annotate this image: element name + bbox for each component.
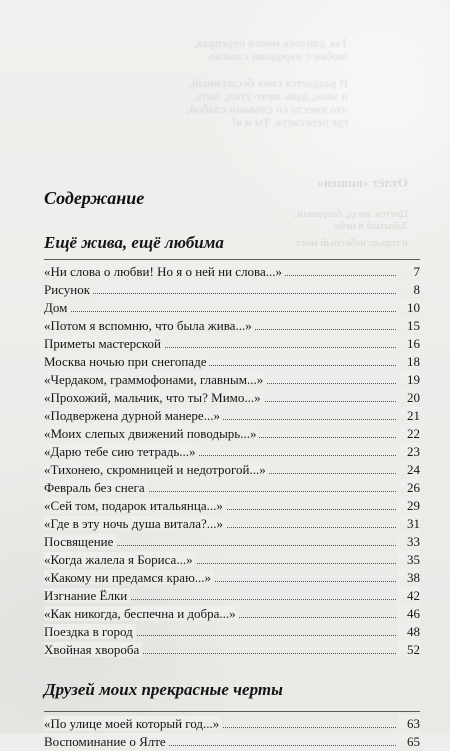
toc-entry[interactable] <box>44 425 420 443</box>
toc-entry[interactable] <box>44 281 420 299</box>
toc-entry[interactable] <box>44 407 420 425</box>
entry-title: «По улице моей который год...» <box>44 716 222 731</box>
bleedthrough-heading-image: Отлёт «вишен» <box>317 175 408 190</box>
page-number: 65 <box>398 733 420 751</box>
section-rule <box>44 711 420 712</box>
entry-title: Хвойная хворобa <box>44 642 142 657</box>
table-of-contents <box>44 174 420 751</box>
page-number: 31 <box>398 515 420 533</box>
dot-leader <box>44 311 396 312</box>
toc-entry[interactable] <box>44 515 420 533</box>
page-number: 21 <box>398 407 420 425</box>
entry-title: «Когда жалела я Бориса...» <box>44 552 196 567</box>
toc-entry[interactable] <box>44 263 420 281</box>
page-number: 22 <box>398 425 420 443</box>
page-number: 46 <box>398 605 420 623</box>
entry-title: Дом <box>44 300 70 315</box>
entry-title: «Как никогда, беспечна и добра...» <box>44 606 239 621</box>
page-number: 35 <box>398 551 420 569</box>
toc-entry[interactable] <box>44 641 420 659</box>
section-title: Ещё жива, ещё любима <box>44 233 224 253</box>
entry-title: Приметы мастерской <box>44 336 164 351</box>
section-alive-still-loved <box>44 232 420 659</box>
toc-entry[interactable] <box>44 299 420 317</box>
page-number: 38 <box>398 569 420 587</box>
toc-entry[interactable] <box>44 353 420 371</box>
section-title: Друзей моих прекрасные черты <box>44 680 283 700</box>
dot-leader <box>44 293 396 294</box>
toc-entry[interactable] <box>44 317 420 335</box>
page-number: 16 <box>398 335 420 353</box>
entry-title: «Подвержена дурной манере...» <box>44 408 223 423</box>
toc-entry[interactable] <box>44 371 420 389</box>
toc-entry[interactable] <box>44 569 420 587</box>
toc-entry[interactable] <box>44 335 420 353</box>
entry-title: «Сей том, подарок итальянца...» <box>44 498 226 513</box>
page-number: 48 <box>398 623 420 641</box>
toc-entry-list <box>44 263 420 659</box>
entry-title: Рисунок <box>44 282 93 297</box>
entry-title: «Дарю тебе сию тетрадь...» <box>44 444 199 459</box>
entry-title: «Потом я вспомню, что была жива...» <box>44 318 255 333</box>
entry-title: Изгнание Ёлки <box>44 588 130 603</box>
page-number: 63 <box>398 715 420 733</box>
page-number: 42 <box>398 587 420 605</box>
toc-entry[interactable] <box>44 533 420 551</box>
toc-entry[interactable] <box>44 443 420 461</box>
toc-entry-list <box>44 715 420 751</box>
section-friends-features <box>44 679 420 751</box>
toc-entry[interactable] <box>44 587 420 605</box>
entry-title: «Моих слепых движений поводырь...» <box>44 426 259 441</box>
entry-title: «Какому ни предамся краю...» <box>44 570 214 585</box>
page-number: 29 <box>398 497 420 515</box>
toc-entry[interactable] <box>44 715 420 733</box>
toc-entry[interactable] <box>44 733 420 751</box>
entry-title: Поездка в город <box>44 624 136 639</box>
page-number: 19 <box>398 371 420 389</box>
page-number: 8 <box>398 281 420 299</box>
toc-entry[interactable] <box>44 605 420 623</box>
entry-title: «Прохожий, мальчик, что ты? Мимо...» <box>44 390 264 405</box>
entry-title: Февраль без снега <box>44 480 148 495</box>
page-number: 20 <box>398 389 420 407</box>
section-rule <box>44 259 420 260</box>
bleedthrough-poem-image: Так длилось много переправ, любви с народами сложно. И раздается смех бесшумный, и звон, дань мечт-утил, быть, что вместо со словами слабой, где пересвета. Ты и я! <box>186 36 348 129</box>
entry-title: «Ни слова о любви! Но я о ней ни слова...» <box>44 264 285 279</box>
page-number: 33 <box>398 533 420 551</box>
contents-heading: Содержание <box>44 188 145 209</box>
toc-entry[interactable] <box>44 497 420 515</box>
toc-entry[interactable] <box>44 461 420 479</box>
toc-entry[interactable] <box>44 551 420 569</box>
toc-entry[interactable] <box>44 623 420 641</box>
bleedthrough-text-image: Цветок звезд, багряный, Забытый в небе и горько небесный мост <box>294 208 408 249</box>
entry-title: Москва ночью при снегопаде <box>44 354 209 369</box>
page-number: 18 <box>398 353 420 371</box>
page-number: 15 <box>398 317 420 335</box>
entry-title: «Где в эту ночь душа витала?...» <box>44 516 226 531</box>
page-number: 23 <box>398 443 420 461</box>
toc-entry[interactable] <box>44 389 420 407</box>
entry-title: Посвящение <box>44 534 116 549</box>
entry-title: «Чердаком, граммофонами, главным...» <box>44 372 266 387</box>
entry-title: Воспоминание о Ялте <box>44 734 169 749</box>
page-number: 24 <box>398 461 420 479</box>
page-number: 52 <box>398 641 420 659</box>
toc-entry[interactable] <box>44 479 420 497</box>
page-number: 26 <box>398 479 420 497</box>
page-number: 7 <box>398 263 420 281</box>
page-number: 10 <box>398 299 420 317</box>
entry-title: «Тихонею, скромницей и недотрогой...» <box>44 462 269 477</box>
